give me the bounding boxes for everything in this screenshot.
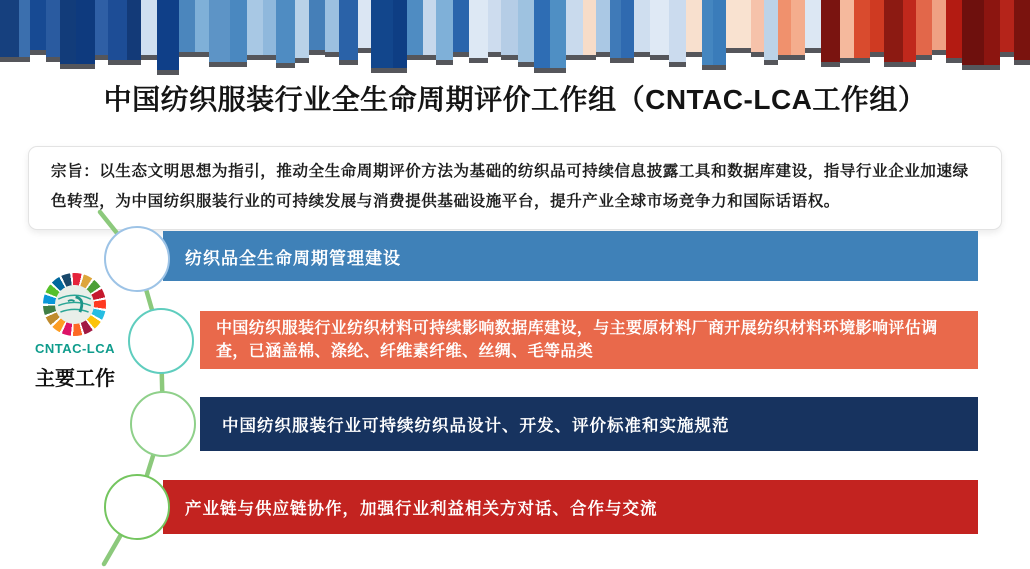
banner-stripe [30, 0, 46, 55]
work-item-text: 纺织品全生命周期管理建设 [185, 248, 401, 268]
banner-stripe [634, 0, 650, 57]
banner-stripe [610, 0, 621, 63]
banner-stripe [534, 0, 550, 73]
connector-circle-1 [104, 226, 170, 292]
banner-stripe [621, 0, 635, 63]
banner-stripe [751, 0, 765, 57]
banner-stripe [339, 0, 358, 65]
banner-stripe [903, 0, 917, 67]
banner-stripe [488, 0, 502, 57]
banner-stripe [518, 0, 534, 67]
banner-stripe [962, 0, 984, 70]
banner-stripe [932, 0, 946, 55]
banner-stripe [127, 0, 141, 65]
work-item-text: 中国纺织服装行业纺织材料可持续影响数据库建设，与主要原材料厂商开展纺织材料环境影响评估调查，已涵盖棉、涤纶、纤维素纤维、丝绸、毛等品类 [216, 320, 938, 360]
banner-stripe [1000, 0, 1014, 57]
banner-stripe [650, 0, 669, 60]
banner-stripe [702, 0, 713, 70]
banner-stripe [60, 0, 76, 69]
banner-stripe [393, 0, 407, 73]
banner-stripe [230, 0, 246, 67]
banner-stripe [371, 0, 393, 73]
banner-stripe [854, 0, 870, 63]
work-item-bar-3 [200, 397, 978, 451]
banner-stripe [95, 0, 109, 60]
banner-stripe [276, 0, 295, 68]
banner-stripe [805, 0, 821, 53]
banner-stripe [566, 0, 582, 60]
banner-stripe [46, 0, 60, 62]
banner-stripe [453, 0, 469, 57]
banner-stripe [870, 0, 884, 57]
banner-stripe [778, 0, 792, 60]
logo-wordmark: CNTAC-LCA [34, 341, 116, 356]
banner-stripe [108, 0, 127, 65]
page-title: 中国纺织服装行业全生命周期评价工作组（CNTAC-LCA工作组） [103, 84, 927, 115]
banner-stripe [76, 0, 95, 69]
banner-stripe [407, 0, 423, 60]
purpose-box [28, 146, 1002, 230]
banner-stripe [669, 0, 685, 67]
connector-circle-2 [128, 308, 194, 374]
banner-stripe [0, 0, 19, 62]
banner-stripe [1014, 0, 1030, 65]
banner-stripe [358, 0, 372, 53]
banner-stripe [141, 0, 157, 60]
banner-stripe [295, 0, 309, 63]
banner-stripe [19, 0, 30, 62]
banner-stripe [840, 0, 854, 63]
work-item-text: 中国纺织服装行业可持续纺织品设计、开发、评价标准和实施规范 [222, 417, 730, 435]
banner-stripe [209, 0, 231, 67]
work-item-bar-1 [163, 231, 978, 281]
banner-stripe [247, 0, 263, 60]
banner-stripe [195, 0, 209, 57]
cntac-lca-logo [43, 273, 106, 336]
banner-stripe [713, 0, 727, 70]
banner-stripe [686, 0, 702, 57]
work-item-bar-4 [163, 480, 978, 534]
banner-stripe [179, 0, 195, 57]
banner-stripe [583, 0, 597, 60]
purpose-text: 宗旨：以生态文明思想为指引，推动全生命周期评价方法为基础的纺织品可持续信息披露工具和数据库建设，指导行业企业加速绿色转型，为中国纺织服装行业的可持续发展与消费提供基础设施平台，提升产业全球市场竞争力和国际话语权。 [51, 163, 969, 210]
banner-stripe [946, 0, 962, 63]
connector-circle-4 [104, 474, 170, 540]
climate-stripes-banner [0, 0, 1030, 76]
connector-circle-3 [130, 391, 196, 457]
banner-stripe [984, 0, 1000, 70]
banner-stripe [436, 0, 452, 65]
banner-stripe [423, 0, 437, 60]
section-label: 主要工作 [35, 368, 115, 390]
banner-stripe [309, 0, 325, 55]
banner-stripe [916, 0, 932, 60]
banner-stripe [726, 0, 750, 53]
banner-stripe [325, 0, 339, 57]
banner-stripe [791, 0, 805, 60]
banner-stripe [821, 0, 840, 67]
work-item-text: 产业链与供应链协作，加强行业利益相关方对话、合作与交流 [185, 500, 658, 518]
banner-stripe [884, 0, 903, 67]
banner-stripe [596, 0, 610, 57]
banner-stripe [550, 0, 566, 73]
logo-globe-icon [55, 285, 94, 324]
banner-stripe [469, 0, 488, 63]
work-item-bar-2 [200, 311, 978, 369]
banner-stripe [263, 0, 277, 60]
banner-stripe [501, 0, 517, 60]
banner-stripe [157, 0, 179, 75]
banner-stripe [764, 0, 778, 65]
